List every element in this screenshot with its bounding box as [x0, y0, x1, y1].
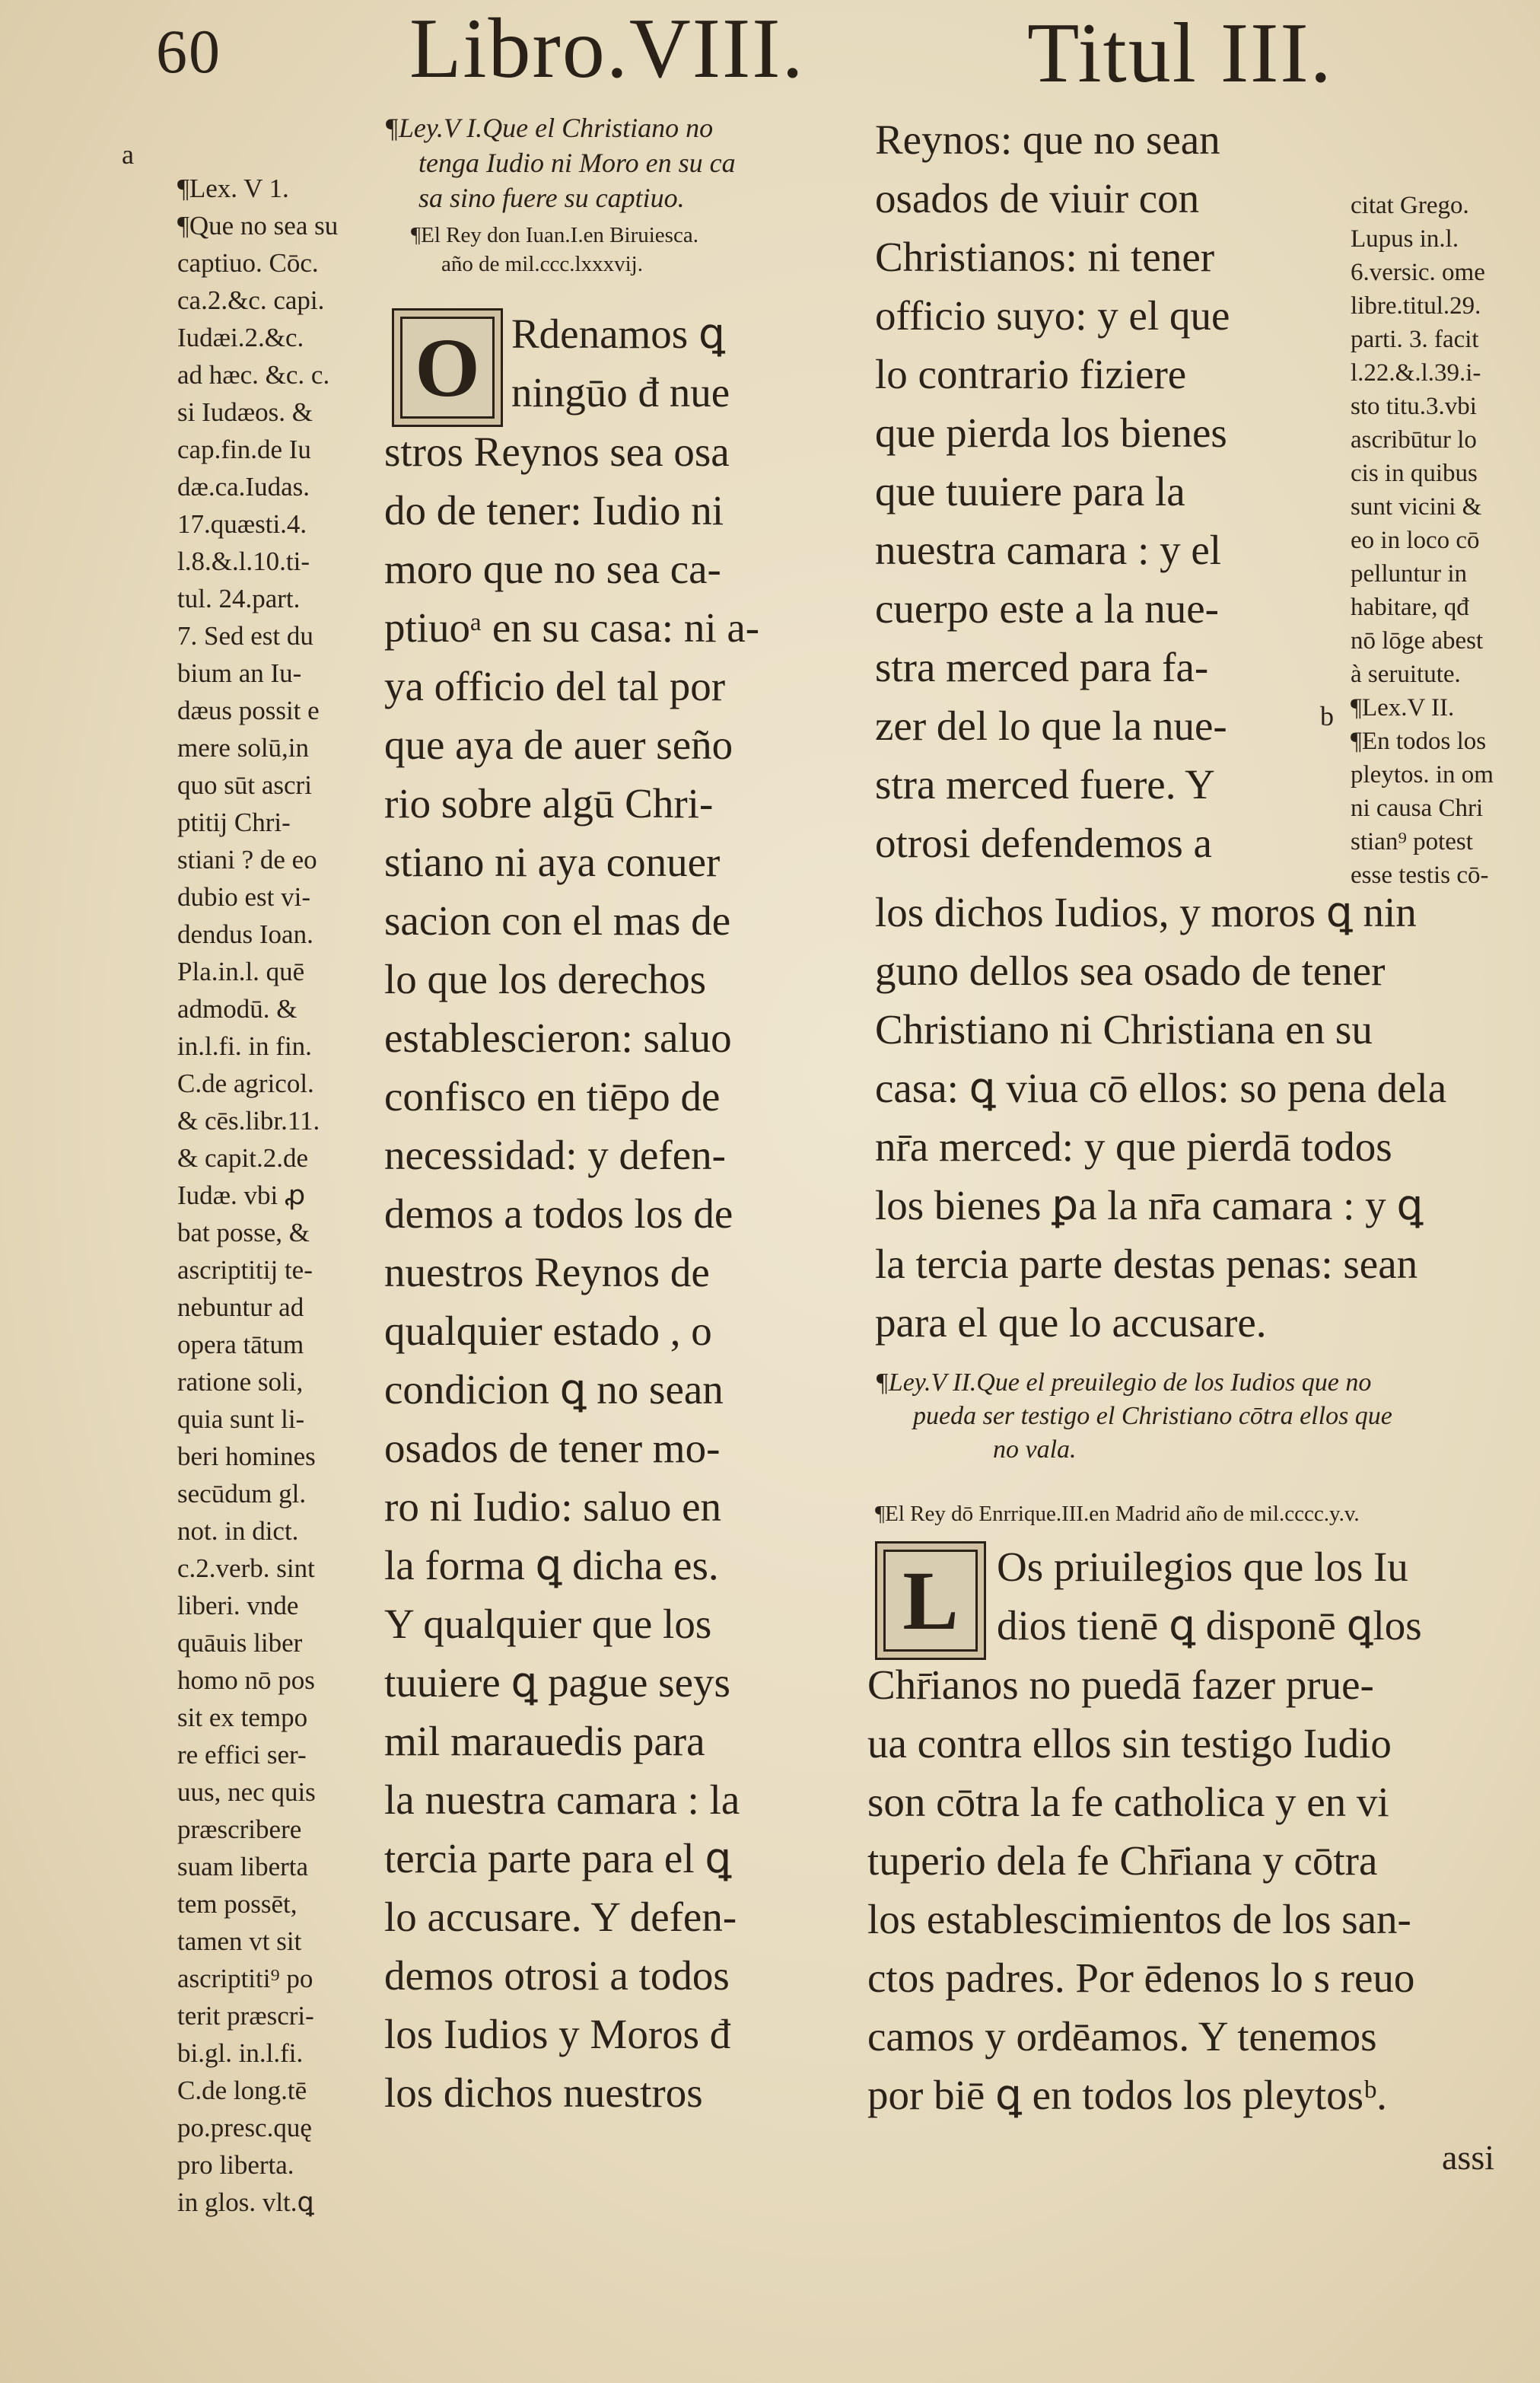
- rubric-line: sa sino fuere su captiuo.: [418, 183, 685, 213]
- text-line: Reynos: que no sean: [875, 116, 1220, 163]
- gloss-line: ¶Que no sea su: [177, 211, 339, 241]
- text-line: do de tener: Iudio ni: [384, 487, 724, 534]
- text-line: tuuiere ꝗ pague seys: [384, 1659, 730, 1706]
- gloss-line: habitare, qđ: [1351, 594, 1469, 621]
- gloss-line: ptitij Chri-: [177, 808, 291, 837]
- text-line: mil marauedis para: [384, 1718, 705, 1764]
- gloss-line: dæus possit e: [177, 696, 320, 725]
- text-line: osados de tener mo-: [384, 1425, 721, 1471]
- gloss-line: 17.quæsti.4.: [177, 509, 307, 539]
- gloss-line: ascriptiti⁹ po: [177, 1964, 313, 1993]
- gloss-line: citat Grego.: [1351, 192, 1469, 219]
- gloss-line: nebuntur ad: [177, 1292, 304, 1322]
- text-line: zer del lo que la nue-: [875, 702, 1227, 749]
- gloss-line: liberi. vnde: [177, 1591, 299, 1620]
- running-head-book: Libro.VIII.: [409, 2, 805, 96]
- decorated-initial-l: L: [875, 1541, 986, 1660]
- text-line: que aya de auer seño: [384, 722, 733, 768]
- gloss-line: ascriptitij te-: [177, 1255, 313, 1285]
- page-number: 60: [156, 17, 221, 86]
- gloss-line: quāuis liber: [177, 1628, 303, 1658]
- text-line: para el que lo accusare.: [875, 1299, 1267, 1346]
- gloss-line: re effici ser-: [177, 1740, 307, 1770]
- text-line: que pierda los bienes: [875, 409, 1227, 456]
- gloss-line: sto titu.3.vbi: [1351, 393, 1477, 420]
- text-line: por biē ꝗ en todos los pleytosᵇ.: [867, 2072, 1387, 2118]
- gloss-line: homo nō pos: [177, 1665, 315, 1695]
- gloss-line: ¶Lex.V II.: [1351, 694, 1455, 722]
- gloss-line: po.presc.quę: [177, 2113, 312, 2142]
- gloss-line: bat posse, &: [177, 1218, 310, 1247]
- gloss-line: tem possēt,: [177, 1889, 298, 1919]
- law-6-decree: [411, 221, 698, 279]
- text-line: ctos padres. Por ēdenos lo s reuo: [867, 1955, 1415, 2001]
- gloss-line: secūdum gl.: [177, 1479, 307, 1508]
- text-line: lo accusare. Y defen-: [384, 1894, 737, 1940]
- text-line: los establescimientos de los san-: [867, 1896, 1411, 1942]
- note-marker-b: b: [1320, 701, 1334, 731]
- text-line: stra merced fuere. Y: [875, 761, 1215, 808]
- text-line: la nuestra camara : la: [384, 1776, 740, 1823]
- text-line: condicion ꝗ no sean: [384, 1366, 724, 1413]
- gloss-line: tul. 24.part.: [177, 584, 301, 613]
- gloss-line: admodū. &: [177, 994, 298, 1024]
- gloss-line: quo sūt ascri: [177, 770, 312, 800]
- gloss-line: pelluntur in: [1351, 560, 1468, 588]
- gloss-line: beri homines: [177, 1442, 316, 1471]
- law-7-body: [867, 1655, 1414, 2124]
- gloss-line: dæ.ca.Iudas.: [177, 472, 310, 502]
- gloss-line: præscribere: [177, 1814, 302, 1844]
- gloss-line: 7. Sed est du: [177, 621, 313, 651]
- gloss-line: quia sunt li-: [177, 1404, 305, 1434]
- law-6-body: [384, 422, 759, 2122]
- law-7-rubric: [875, 1366, 1392, 1467]
- rubric-line: no vala.: [993, 1435, 1077, 1464]
- law-6-rubric: [384, 110, 736, 215]
- text-line: demos otrosi a todos: [384, 1952, 730, 1999]
- text-line: otrosi defendemos a: [875, 820, 1212, 866]
- text-line: confisco en tiēpo de: [384, 1073, 721, 1120]
- text-line: ningūo đ nue: [511, 369, 730, 416]
- gloss-line: parti. 3. facit: [1351, 326, 1479, 353]
- gloss-line: in glos. vlt.ꝗ: [177, 2187, 314, 2217]
- text-line: guno dellos sea osado de tener: [875, 948, 1386, 994]
- gloss-line: pro liberta.: [177, 2150, 294, 2180]
- text-line: los bienes ꝑa la nr̄a camara : y ꝗ: [875, 1182, 1424, 1228]
- gloss-line: opera tātum: [177, 1330, 304, 1359]
- text-line: casa: ꝗ viua cō ellos: so pena dela: [875, 1065, 1447, 1111]
- gloss-line: not. in dict.: [177, 1516, 299, 1546]
- catchword: assi: [1442, 2138, 1494, 2177]
- text-line: dios tienē ꝗ disponē ꝗlos: [997, 1602, 1422, 1649]
- gloss-line: uus, nec quis: [177, 1777, 316, 1807]
- gloss-line: terit præscri-: [177, 2001, 314, 2031]
- law-7-first-lines: [997, 1537, 1422, 1655]
- note-marker-a: a: [122, 139, 134, 170]
- gloss-line: bium an Iu-: [177, 658, 302, 688]
- text-line: son cōtra la fe catholica y en vi: [867, 1779, 1389, 1825]
- gloss-line: suam liberta: [177, 1852, 309, 1881]
- text-line: lo que los derechos: [384, 956, 707, 1002]
- text-line: Christianos: ni tener: [875, 234, 1215, 280]
- text-line: Os priuilegios que los Iu: [997, 1544, 1408, 1590]
- text-line: sacion con el mas de: [384, 897, 731, 944]
- gloss-line: C.de long.tē: [177, 2076, 307, 2105]
- text-line: ua contra ellos sin testigo Iudio: [867, 1720, 1392, 1767]
- gloss-line: pleytos. in om: [1351, 761, 1494, 788]
- right-gloss: [1351, 122, 1494, 959]
- gloss-line: in.l.fi. in fin.: [177, 1031, 312, 1061]
- gloss-line: & capit.2.de: [177, 1143, 309, 1173]
- text-line: ptiuoᵃ en su casa: ni a-: [384, 604, 760, 651]
- gloss-line: dubio est vi-: [177, 882, 310, 912]
- text-line: stra merced para fa-: [875, 644, 1209, 690]
- text-line: nuestros Reynos de: [384, 1249, 710, 1295]
- text-line: demos a todos los de: [384, 1190, 733, 1237]
- rubric-line: ¶Ley.V II.Que el preuilegio de los Iudios que no: [875, 1368, 1372, 1397]
- text-line: officio suyo: y el que: [875, 292, 1230, 339]
- text-line: los dichos nuestros: [384, 2069, 703, 2116]
- text-line: establescieron: saluo: [384, 1015, 732, 1061]
- gloss-line: captiuo. Cōc.: [177, 248, 319, 278]
- gloss-line: eo in loco cō: [1351, 527, 1480, 554]
- gloss-line: Iudæ. vbi ꝓ: [177, 1180, 306, 1210]
- text-line: tercia parte para el ꝗ: [384, 1835, 732, 1881]
- gloss-line: à seruitute.: [1351, 661, 1461, 688]
- text-line: stros Reynos sea osa: [384, 428, 730, 475]
- gloss-line: c.2.verb. sint: [177, 1553, 315, 1583]
- text-line: Y qualquier que los: [384, 1601, 712, 1647]
- text-line: nuestra camara : y el: [875, 527, 1222, 573]
- text-line: osados de viuir con: [875, 175, 1200, 221]
- text-line: cuerpo este a la nue-: [875, 585, 1219, 632]
- gloss-line: cis in quibus: [1351, 460, 1478, 487]
- gloss-line: ¶En todos los: [1351, 728, 1487, 755]
- text-line: stiano ni aya conuer: [384, 839, 721, 885]
- gloss-line: ascribūtur lo: [1351, 426, 1477, 454]
- decorated-initial-o: O: [392, 308, 503, 427]
- gloss-line: sunt vicini &: [1351, 493, 1482, 521]
- gloss-line: ni causa Chri: [1351, 795, 1484, 822]
- rubric-line: pueda ser testigo el Christiano cōtra ellos que: [913, 1402, 1392, 1430]
- text-line: camos y ordēamos. Y tenemos: [867, 2013, 1377, 2060]
- gloss-line: & cēs.libr.11.: [177, 1106, 320, 1136]
- gloss-line: bi.gl. in.l.fi.: [177, 2038, 304, 2068]
- gloss-line: ¶Lex. V 1.: [177, 174, 289, 203]
- gloss-line: nō lōge abest: [1351, 627, 1484, 655]
- gloss-line: esse testis cō-: [1351, 862, 1489, 889]
- gloss-line: sit ex tempo: [177, 1703, 308, 1732]
- text-line: Christiano ni Christiana en su: [875, 1006, 1373, 1053]
- text-line: los Iudios y Moros đ: [384, 2011, 731, 2057]
- text-line: los dichos Iudios, y moros ꝗ nin: [875, 889, 1417, 935]
- gloss-line: Iudæi.2.&c.: [177, 323, 304, 352]
- decree-line: ¶El Rey don Iuan.I.en Biruiesca.: [411, 223, 698, 247]
- text-line: ro ni Iudio: saluo en: [384, 1483, 721, 1530]
- text-line: tuperio dela fe Chr̄iana y cōtra: [867, 1837, 1378, 1884]
- running-head-title: Titul III.: [1027, 6, 1333, 100]
- text-line: lo contrario fiziere: [875, 351, 1187, 397]
- gloss-line: stiani ? de eo: [177, 845, 317, 875]
- text-line: que tuuiere para la: [875, 468, 1185, 515]
- gloss-line: l.8.&.l.10.ti-: [177, 546, 310, 576]
- gloss-line: stian⁹ potest: [1351, 828, 1473, 855]
- decree-line: año de mil.ccc.lxxxvij.: [441, 252, 643, 276]
- gloss-line: dendus Ioan.: [177, 919, 313, 949]
- gloss-line: cap.fin.de Iu: [177, 435, 311, 464]
- gloss-line: Lupus in.l.: [1351, 225, 1459, 253]
- law-6-ending: [875, 883, 1446, 1352]
- text-line: necessidad: y defen-: [384, 1132, 726, 1178]
- gloss-line: ratione soli,: [177, 1367, 304, 1397]
- gloss-line: si Iudæos. &: [177, 397, 313, 427]
- gloss-line: mere solū,in: [177, 733, 310, 763]
- law-7-decree: ¶El Rey dō Enrrique.III.en Madrid año de mil.cccc.y.v.: [875, 1502, 1360, 1526]
- text-line: Chr̄ianos no puedā fazer prue-: [867, 1661, 1374, 1708]
- rubric-line: tenga Iudio ni Moro en su ca: [418, 148, 736, 178]
- text-line: Rdenamos ꝗ: [511, 311, 725, 357]
- gloss-line: l.22.&.l.39.i-: [1351, 359, 1481, 387]
- gloss-line: 6.versic. ome: [1351, 259, 1485, 286]
- gloss-line: ca.2.&c. capi.: [177, 285, 325, 315]
- text-line: ya officio del tal por: [384, 663, 726, 709]
- text-line: la tercia parte destas penas: sean: [875, 1241, 1418, 1287]
- law-6-first-lines: [511, 304, 730, 422]
- gloss-line: C.de agricol.: [177, 1069, 314, 1098]
- text-line: la forma ꝗ dicha es.: [384, 1542, 719, 1588]
- rubric-line: ¶Ley.V I.Que el Christiano no: [384, 113, 714, 143]
- gloss-line: Pla.in.l. quē: [177, 957, 305, 986]
- text-line: nr̄a merced: y que pierdā todos: [875, 1123, 1392, 1170]
- gloss-line: ad hæc. &c. c.: [177, 360, 330, 390]
- gloss-line: libre.titul.29.: [1351, 292, 1481, 320]
- law-6-continuation: [875, 110, 1230, 872]
- gloss-line: tamen vt sit: [177, 1926, 302, 1956]
- text-line: qualquier estado , o: [384, 1308, 712, 1354]
- left-gloss: [177, 95, 338, 2295]
- text-line: rio sobre algū Chri-: [384, 780, 714, 827]
- text-line: moro que no sea ca-: [384, 546, 721, 592]
